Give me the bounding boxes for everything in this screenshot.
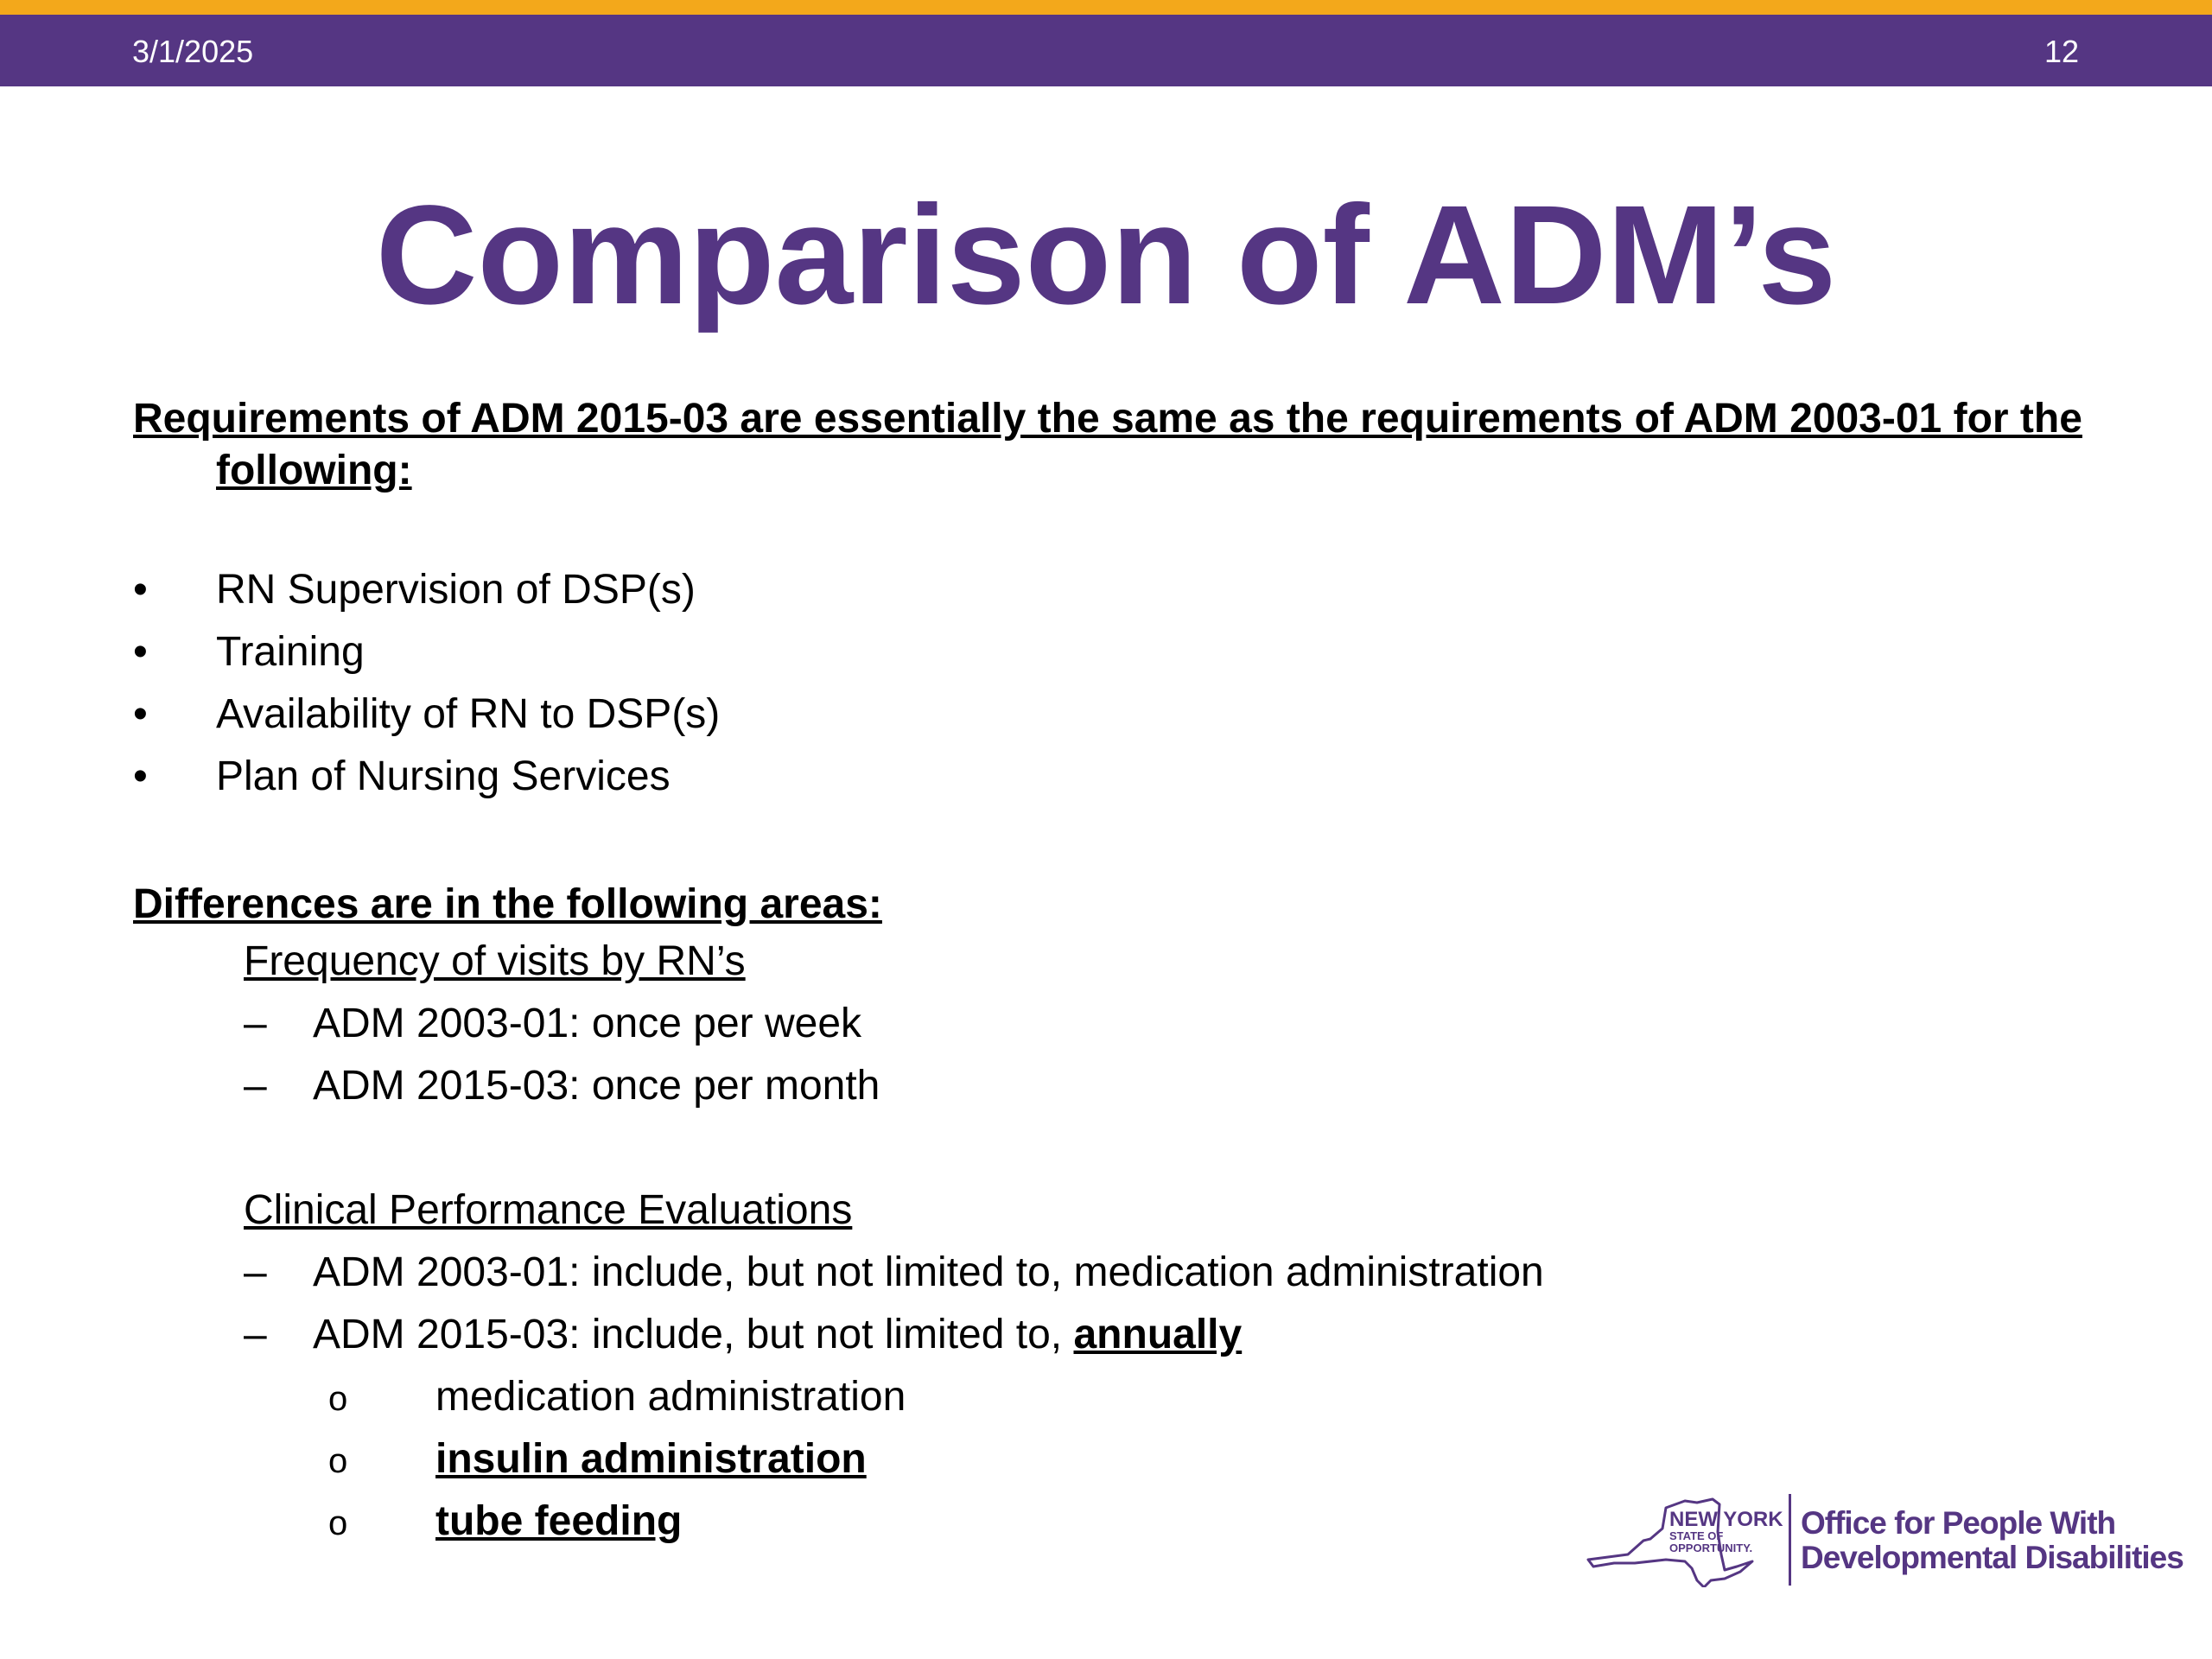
clinical-item2-prefix: ADM 2015-03: include, but not limited to,	[313, 1312, 1074, 1357]
dash-glyph: –	[244, 1001, 267, 1046]
opwdd-wordmark	[1801, 1506, 2183, 1575]
nys-wordmark-line1: NEW YORK	[1669, 1508, 1783, 1531]
list-item	[133, 993, 2120, 1055]
opwdd-line2: Developmental Disabilities	[1801, 1540, 2183, 1575]
differences-heading: Differences are in the following areas:	[133, 881, 882, 927]
list-item-text: ADM 2003-01: include, but not limited to, medication administration	[313, 1249, 1544, 1295]
list-item	[133, 1055, 2120, 1117]
clinical-label: Clinical Performance Evaluations	[244, 1187, 853, 1233]
circle-bullet-glyph: o	[328, 1442, 348, 1480]
slide-header-bar	[0, 0, 2212, 86]
sub-list-item-text: insulin administration	[435, 1436, 867, 1482]
list-item-text: Training	[216, 629, 365, 675]
bullet-glyph: •	[133, 753, 148, 799]
circle-bullet-glyph: o	[328, 1504, 348, 1542]
sub-list-item	[133, 1366, 2120, 1428]
sub-list-item-text: tube feeding	[435, 1498, 683, 1544]
opwdd-line1: Office for People With	[1801, 1505, 2116, 1541]
list-item	[133, 683, 2120, 746]
sub-list-item-text: medication administration	[435, 1374, 906, 1420]
slide-title: Comparison of ADM’s	[375, 175, 1837, 334]
opwdd-logo	[1583, 1491, 2183, 1590]
intro-heading: Requirements of ADM 2015-03 are essentially the same as the requirements of ADM 2003-01 for the following:	[133, 396, 2082, 493]
list-item	[133, 559, 2120, 621]
list-item	[133, 1242, 2120, 1304]
nys-wordmark-line2: STATE OF	[1669, 1529, 1724, 1542]
sub-list-item	[133, 1428, 2120, 1491]
bullet-glyph: •	[133, 567, 148, 613]
gold-stripe	[0, 0, 2212, 15]
nys-wordmark	[1669, 1510, 1783, 1554]
slide-date: 3/1/2025	[132, 34, 254, 69]
list-item-text: Availability of RN to DSP(s)	[216, 691, 721, 737]
bullet-glyph: •	[133, 629, 148, 675]
annually-emphasis: annually	[1073, 1312, 1243, 1357]
list-item-text: ADM 2015-03: once per month	[313, 1063, 880, 1109]
dash-glyph: –	[244, 1063, 267, 1109]
list-item-text: Plan of Nursing Services	[216, 753, 671, 799]
dash-glyph: –	[244, 1312, 267, 1357]
nys-wordmark-line3: OPPORTUNITY.	[1669, 1541, 1753, 1554]
slide-number: 12	[2044, 34, 2079, 69]
purple-bar	[0, 15, 2212, 86]
circle-bullet-glyph: o	[328, 1380, 348, 1418]
frequency-label: Frequency of visits by RN’s	[244, 938, 746, 984]
slide-body	[133, 393, 2120, 1553]
list-item-text	[313, 1304, 1242, 1366]
bullet-glyph: •	[133, 691, 148, 737]
list-item-text: ADM 2003-01: once per week	[313, 1001, 862, 1046]
list-item	[133, 621, 2120, 683]
list-item	[133, 746, 2120, 808]
dash-glyph: –	[244, 1249, 267, 1295]
list-item-text: RN Supervision of DSP(s)	[216, 567, 696, 613]
logo-divider	[1789, 1494, 1791, 1586]
list-item	[133, 1304, 2120, 1366]
